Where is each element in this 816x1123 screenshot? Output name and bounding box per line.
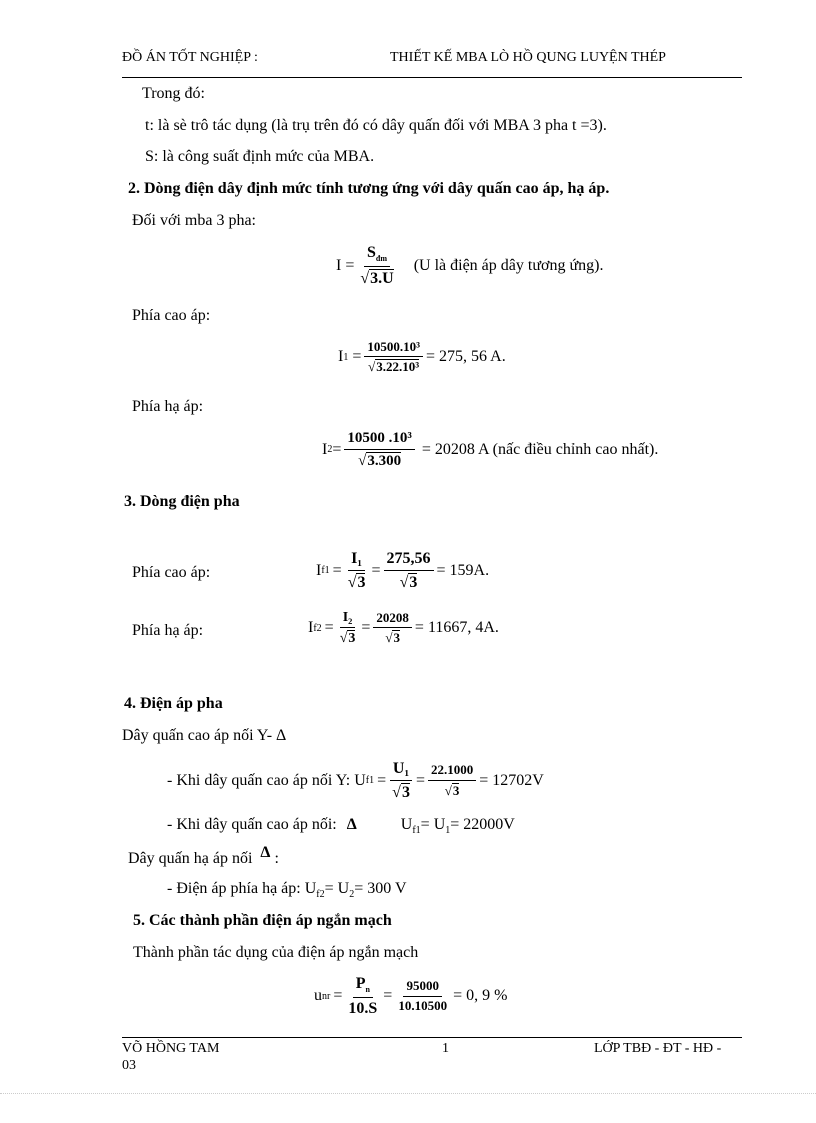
cao-ap-label-2: Phía cao áp: bbox=[132, 564, 211, 581]
formula-if2: I f2 = $\frac{\text{I₂}}{√3}$ = $\frac{20208}{√3}$ = 11667, 4A. bbox=[308, 610, 499, 647]
formula-i-note: (U là điện áp dây tương ứng). bbox=[413, 256, 604, 274]
cao-ap-title: Dây quấn cao áp nối Y- Δ bbox=[122, 727, 287, 744]
section-3-heading: 3. Dòng điện pha bbox=[124, 493, 240, 510]
delta-line: - Khi dây quấn cao áp nối: Δ $U_{f1}= U_1= 22000V$ bbox=[167, 816, 515, 837]
page-number: 1 bbox=[442, 1041, 449, 1056]
formula-i2: I 2 = $\frac{\text{10500 .10³}}{√3.300}$ = 20208 A (nấc điều chỉnh cao nhất). bbox=[322, 430, 659, 469]
uf2-line: - Điện áp phía hạ áp: $U_{f2}= U_2= 300$ V bbox=[167, 880, 407, 901]
footer-left: VÕ HỒNG TAM bbox=[122, 1041, 220, 1056]
page-bottom-dotted-line bbox=[0, 1093, 816, 1094]
ha-ap-label-1: Phía hạ áp: bbox=[132, 398, 204, 415]
header-right: THIẾT KẾ MBA LÒ HỒ QUNG LUYỆN THÉP bbox=[390, 50, 666, 65]
footer-left-2: 03 bbox=[122, 1058, 136, 1073]
ha-ap-label-2: Phía hạ áp: bbox=[132, 622, 204, 639]
section-2-heading: 2. Dòng điện dây định mức tính tương ứng với dây quấn cao áp, hạ áp. bbox=[128, 180, 610, 197]
s2-intro: Đối với mba 3 pha: bbox=[132, 212, 256, 229]
footer-rule bbox=[122, 1037, 742, 1038]
section-5-heading: 5. Các thành phần điện áp ngắn mạch bbox=[133, 912, 392, 929]
section-4-heading: 4. Điện áp pha bbox=[124, 695, 223, 712]
formula-i1: I 1 = $\frac{\text{10500.10³}}{\text{√3.22.10³}}$ = 275, 56 A. bbox=[338, 339, 506, 375]
formula-uf1-y: - Khi dây quấn cao áp nối Y: U f1 = $\frac{\text{U₁}}{√3}$ = $\frac{22.1000}{√3}$ = 12702V bbox=[167, 760, 544, 801]
delta-symbol: Δ bbox=[346, 816, 357, 833]
formula-if1: I f1 = $\frac{\text{I₁}}{√3}$ = $\frac{275,56}{√3}$ = 159A. bbox=[316, 550, 490, 591]
footer-right: LỚP TBĐ - ĐT - HĐ - bbox=[594, 1041, 722, 1056]
s5-line: Thành phần tác dụng của điện áp ngắn mạch bbox=[133, 944, 419, 961]
ha-ap-title: Dây quấn hạ áp nối Δ : bbox=[128, 844, 279, 867]
cao-ap-label-1: Phía cao áp: bbox=[132, 307, 211, 324]
trong-do: Trong đó: bbox=[142, 85, 205, 102]
formula-unr: u nr = $\frac{P_n}{10.S}$ = $\frac{95000}{10.10500}$ = 0, 9 % bbox=[314, 975, 508, 1017]
formula-i: I = $\frac{S_{đm}}{√3.U}$ (U là điện áp dây tương ứng). bbox=[336, 244, 604, 287]
delta-symbol-2: Δ bbox=[260, 844, 271, 861]
s-definition: S: là công suất định mức của MBA. bbox=[145, 148, 375, 165]
t-definition: t: là sè trô tác dụng (là trụ trên đó có dây quấn đối với MBA 3 pha t =3). bbox=[145, 117, 607, 134]
header-rule bbox=[122, 77, 742, 78]
header-left: ĐỒ ÁN TỐT NGHIỆP : bbox=[122, 50, 258, 65]
